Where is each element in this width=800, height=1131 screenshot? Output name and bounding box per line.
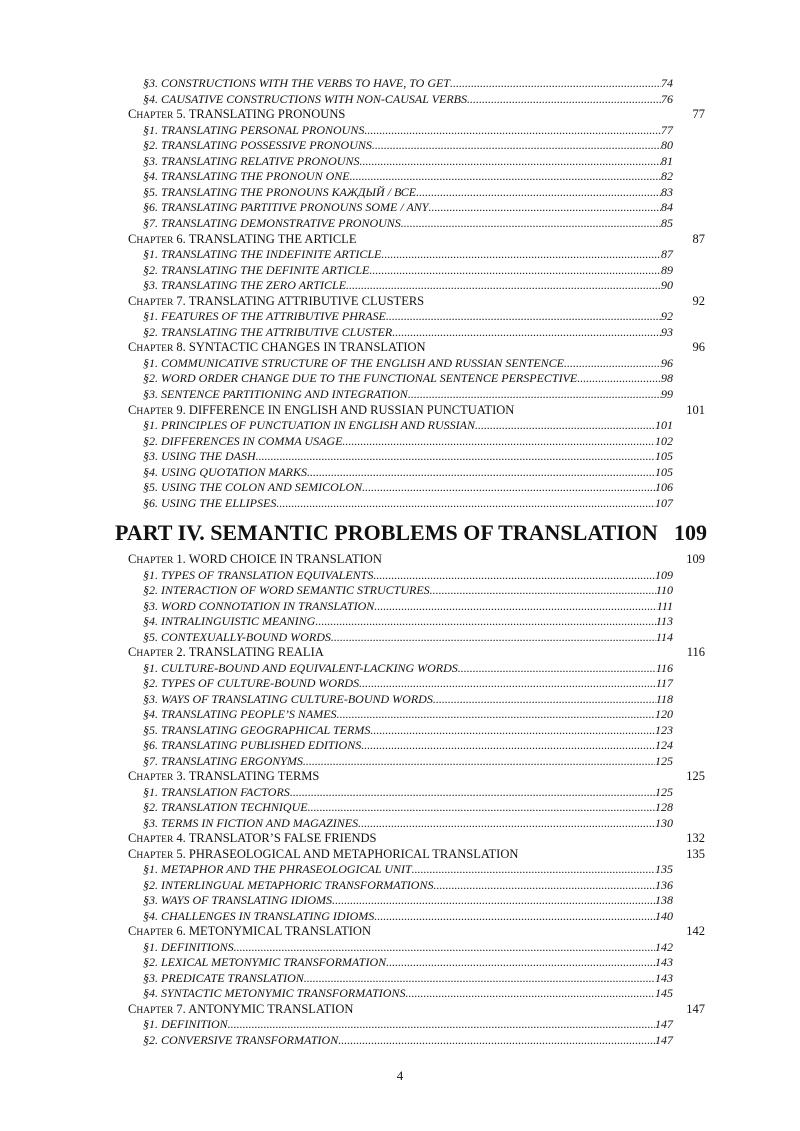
chapter-smallcaps: HAPTER: [136, 235, 174, 246]
dot-leader: [307, 465, 655, 480]
toc-section-entry: [143, 418, 673, 433]
section-title: §1. FEATURES OF THE ATTRIBUTIVE PHRASE: [143, 309, 386, 324]
dot-leader: [577, 371, 661, 386]
section-title: §1. TRANSLATING THE INDEFINITE ARTICLE: [143, 247, 382, 262]
section-title: §3. WORD CONNOTATION IN TRANSLATION: [143, 598, 375, 613]
chapter-title: 1. WORD CHOICE IN TRANSLATION: [173, 552, 382, 566]
toc-section-entry: [143, 480, 673, 495]
toc-section-entry: [143, 599, 673, 614]
section-page-number: 87: [661, 247, 673, 262]
toc-chapter-entry: [128, 1002, 353, 1017]
dot-leader: [362, 480, 655, 495]
chapter-page-number: 109: [686, 552, 705, 566]
dot-leader: [381, 247, 661, 262]
section-page-number: 85: [661, 215, 673, 230]
toc-section-entry: [143, 356, 673, 371]
toc-section-entry: [143, 862, 673, 877]
toc-section-entry: [143, 449, 673, 464]
toc-chapter-entry: [128, 403, 514, 418]
toc-section-entry: [143, 434, 673, 449]
dot-leader: [234, 940, 655, 955]
toc-section-entry: [143, 465, 673, 480]
chapter-smallcaps: HAPTER: [136, 1005, 174, 1016]
section-page-number: 124: [655, 738, 673, 752]
section-title: §3. TRANSLATING THE ZERO ARTICLE: [143, 278, 347, 293]
chapter-title: 8. SYNTACTIC CHANGES IN TRANSLATION: [173, 340, 426, 355]
section-page-number: 117: [655, 676, 673, 690]
section-page-number: 136: [655, 877, 673, 892]
dot-leader: [359, 154, 661, 169]
dot-leader: [228, 1017, 655, 1032]
chapter-page-number: 135: [686, 846, 705, 861]
dot-leader: [386, 955, 655, 970]
dot-leader: [372, 138, 661, 153]
toc-section-entry: [143, 568, 673, 583]
dot-leader: [405, 986, 655, 1001]
toc-section-entry: [143, 200, 673, 215]
section-title: §1. DEFINITIONS: [143, 939, 234, 954]
section-title: §1. TRANSLATING PERSONAL PRONOUNS: [143, 122, 365, 137]
chapter-smallcaps: HAPTER: [136, 297, 174, 308]
toc-section-entry: [143, 185, 673, 200]
section-title: §2. TRANSLATING THE ATTRIBUTIVE CLUSTER: [143, 324, 393, 339]
section-page-number: 106: [655, 480, 673, 495]
toc-section-entry: [143, 169, 673, 184]
section-page-number: 125: [655, 753, 673, 768]
chapter-smallcaps: HAPTER: [136, 556, 174, 566]
section-title: §2. TRANSLATING THE DEFINITE ARTICLE: [143, 262, 370, 277]
toc-chapter-entry: [128, 831, 376, 846]
section-title: §4. TRANSLATING THE PRONOUN ONE: [143, 169, 350, 184]
section-title: §3. WAYS OF TRANSLATING CULTURE-BOUND WORDS: [143, 691, 433, 706]
chapter-cap: C: [128, 552, 137, 566]
toc-section-entry: [143, 630, 673, 645]
toc-section-entry: [143, 971, 673, 986]
section-title: §1. TYPES OF TRANSLATION EQUIVALENTS: [143, 567, 374, 582]
section-title: §5. TRANSLATING GEOGRAPHICAL TERMS: [143, 722, 371, 737]
section-title: §2. TRANSLATING POSSESSIVE PRONOUNS: [143, 138, 372, 153]
chapter-cap: C: [128, 231, 137, 246]
section-page-number: 111: [656, 598, 673, 613]
dot-leader: [358, 816, 655, 831]
section-page-number: 147: [655, 1032, 673, 1047]
section-page-number: 130: [655, 815, 673, 830]
toc-section-entry: [143, 661, 673, 676]
section-title: §6. USING THE ELLIPSES: [143, 495, 277, 510]
section-title: §2. CONVERSIVE TRANSFORMATION: [143, 1032, 339, 1047]
section-page-number: 138: [655, 893, 673, 907]
section-title: §4. INTRALINGUISTIC MEANING: [143, 614, 316, 628]
toc-section-entry: [143, 583, 673, 598]
section-page-number: 105: [655, 449, 673, 464]
dot-leader: [450, 76, 661, 91]
dot-leader: [374, 909, 655, 924]
dot-leader: [350, 169, 661, 184]
dot-leader: [386, 309, 661, 324]
toc-section-entry: [143, 955, 673, 970]
toc-section-entry: [143, 676, 673, 691]
section-page-number: 93: [661, 324, 673, 339]
toc-section-entry: [143, 692, 673, 707]
chapter-page-number: 96: [692, 340, 705, 355]
chapter-page-number: 132: [686, 831, 705, 845]
dot-leader: [315, 614, 656, 629]
section-page-number: 84: [661, 200, 673, 215]
chapter-title: 7. ANTONYMIC TRANSLATION: [173, 1001, 354, 1016]
chapter-smallcaps: HAPTER: [136, 773, 174, 783]
section-title: §5. USING THE COLON AND SEMICOLON: [143, 480, 363, 495]
toc-section-entry: [143, 707, 673, 722]
section-page-number: 98: [661, 371, 673, 386]
section-page-number: 107: [655, 495, 673, 510]
dot-leader: [392, 325, 661, 340]
chapter-title: 5. PHRASEOLOGICAL AND METAPHORICAL TRANSLATION: [173, 846, 519, 861]
toc-section-entry: [143, 909, 673, 924]
section-title: §1. DEFINITION: [143, 1017, 228, 1031]
section-page-number: 128: [655, 800, 673, 814]
chapter-smallcaps: HAPTER: [136, 850, 174, 861]
section-title: §4. CHALLENGES IN TRANSLATING IDIOMS: [143, 908, 375, 923]
part-title: PART IV. SEMANTIC PROBLEMS OF TRANSLATION: [115, 520, 658, 545]
chapter-cap: C: [128, 846, 137, 861]
section-page-number: 90: [661, 278, 673, 293]
toc-section-entry: [143, 723, 673, 738]
dot-leader: [408, 387, 661, 402]
dot-leader: [428, 200, 661, 215]
toc-section-entry: [143, 154, 673, 169]
section-page-number: 92: [661, 309, 673, 324]
section-page-number: 142: [655, 939, 673, 954]
toc-section-entry: [143, 216, 673, 231]
dot-leader: [430, 583, 656, 598]
dot-leader: [475, 418, 655, 433]
section-title: §7. TRANSLATING ERGONYMS: [143, 753, 303, 768]
section-page-number: 123: [655, 722, 673, 737]
toc-section-entry: [143, 893, 673, 908]
chapter-cap: C: [128, 769, 137, 783]
section-page-number: 118: [655, 691, 673, 706]
section-title: §3. SENTENCE PARTITIONING AND INTEGRATION: [143, 387, 408, 401]
dot-leader: [467, 92, 661, 107]
dot-leader: [369, 263, 661, 278]
chapter-page-number: 116: [686, 645, 705, 659]
toc-section-entry: [143, 92, 673, 107]
chapter-cap: C: [128, 924, 137, 938]
chapter-title: 9. DIFFERENCE IN ENGLISH AND RUSSIAN PUNCTUATION: [173, 402, 515, 417]
section-title: §4. CAUSATIVE CONSTRUCTIONS WITH NON-CAUSAL VERBS: [143, 91, 468, 106]
toc-chapter-entry: [128, 232, 356, 247]
dot-leader: [401, 216, 661, 231]
toc-section-entry: [143, 76, 673, 91]
chapter-title: 5. TRANSLATING PRONOUNS: [173, 107, 346, 122]
chapter-page-number: 92: [692, 293, 705, 308]
chapter-title: 3. TRANSLATING TERMS: [173, 769, 320, 783]
toc-section-entry: [143, 309, 673, 324]
section-page-number: 81: [661, 153, 673, 168]
section-title: §1. PRINCIPLES OF PUNCTUATION IN ENGLISH AND RUSSIAN: [143, 418, 476, 433]
section-page-number: 80: [661, 138, 673, 153]
section-title: §3. PREDICATE TRANSLATION: [143, 970, 304, 985]
part-page-number: 109: [674, 520, 707, 545]
dot-leader: [564, 356, 661, 371]
section-page-number: 120: [655, 707, 673, 721]
toc-section-entry: [143, 785, 673, 800]
section-title: §5. TRANSLATING THE PRONOUNS КАЖДЫЙ / ВСЕ: [143, 184, 417, 199]
chapter-title: 2. TRANSLATING REALIA: [173, 645, 324, 659]
section-page-number: 109: [655, 567, 673, 582]
chapter-page-number: 87: [692, 231, 705, 246]
section-page-number: 99: [661, 387, 673, 401]
chapter-page-number: 101: [686, 402, 705, 417]
dot-leader: [374, 599, 657, 614]
section-page-number: 125: [655, 784, 673, 799]
section-page-number: 113: [655, 614, 673, 628]
toc-section-entry: [143, 123, 673, 138]
chapter-smallcaps: HAPTER: [136, 928, 174, 938]
chapter-smallcaps: HAPTER: [136, 835, 174, 845]
section-page-number: 135: [655, 862, 673, 876]
dot-leader: [412, 862, 655, 877]
toc-section-entry: [143, 738, 673, 753]
section-title: §4. TRANSLATING PEOPLE’S NAMES: [143, 707, 337, 721]
section-title: §6. TRANSLATING PARTITIVE PRONOUNS SOME / ANY: [143, 200, 429, 215]
toc-section-entry: [143, 816, 673, 831]
section-page-number: 116: [655, 660, 673, 675]
section-title: §2. WORD ORDER CHANGE DUE TO THE FUNCTIONAL SENTENCE PERSPECTIVE: [143, 371, 578, 386]
section-title: §1. METAPHOR AND THE PHRASEOLOGICAL UNIT: [143, 862, 412, 876]
dot-leader: [416, 185, 661, 200]
chapter-title: 7. TRANSLATING ATTRIBUTIVE CLUSTERS: [173, 293, 425, 308]
chapter-cap: C: [128, 645, 137, 659]
chapter-smallcaps: HAPTER: [136, 649, 174, 659]
toc-section-entry: [143, 496, 673, 511]
dot-leader: [332, 893, 655, 908]
chapter-cap: C: [128, 1001, 137, 1016]
section-title: §5. CONTEXUALLY-BOUND WORDS: [143, 629, 331, 644]
section-title: §7. TRANSLATING DEMONSTRATIVE PRONOUNS: [143, 215, 401, 230]
chapter-cap: C: [128, 340, 137, 355]
dot-leader: [346, 278, 661, 293]
section-page-number: 77: [661, 122, 673, 137]
dot-leader: [331, 630, 656, 645]
section-page-number: 145: [655, 986, 673, 1000]
toc-chapter-entry: [128, 645, 324, 660]
section-page-number: 140: [655, 908, 673, 923]
toc-section-entry: [143, 278, 673, 293]
toc-section-entry: [143, 754, 673, 769]
toc-chapter-entry: [128, 847, 518, 862]
dot-leader: [361, 738, 655, 753]
toc-section-entry: [143, 325, 673, 340]
section-title: §2. TRANSLATION TECHNIQUE: [143, 800, 308, 814]
section-title: §6. TRANSLATING PUBLISHED EDITIONS: [143, 738, 362, 752]
dot-leader: [304, 971, 655, 986]
toc-section-entry: [143, 263, 673, 278]
section-page-number: 110: [655, 583, 673, 597]
chapter-cap: C: [128, 402, 137, 417]
dot-leader: [364, 123, 661, 138]
toc-section-entry: [143, 800, 673, 815]
dot-leader: [303, 754, 655, 769]
section-page-number: 89: [661, 262, 673, 277]
section-page-number: 105: [655, 464, 673, 479]
dot-leader: [308, 800, 655, 815]
section-page-number: 143: [655, 955, 673, 969]
section-page-number: 114: [655, 629, 673, 644]
section-title: §3. USING THE DASH: [143, 449, 256, 464]
toc-chapter-entry: [128, 107, 345, 122]
dot-leader: [370, 723, 655, 738]
toc-section-entry: [143, 614, 673, 629]
chapter-smallcaps: HAPTER: [136, 344, 174, 355]
section-page-number: 147: [655, 1017, 673, 1031]
chapter-title: 6. TRANSLATING THE ARTICLE: [173, 231, 357, 246]
chapter-cap: C: [128, 831, 137, 845]
dot-leader: [276, 496, 655, 511]
section-page-number: 74: [661, 76, 673, 90]
chapter-page-number: 77: [692, 107, 705, 122]
section-page-number: 82: [661, 169, 673, 184]
chapter-cap: C: [128, 107, 137, 122]
chapter-smallcaps: HAPTER: [136, 406, 174, 417]
chapter-page-number: 147: [686, 1001, 705, 1016]
toc-section-entry: [143, 387, 673, 402]
toc-section-entry: [143, 371, 673, 386]
section-title: §2. LEXICAL METONYMIC TRANSFORMATION: [143, 955, 387, 969]
toc-section-entry: [143, 878, 673, 893]
dot-leader: [342, 434, 655, 449]
section-page-number: 76: [661, 91, 673, 106]
toc-section-entry: [143, 940, 673, 955]
dot-leader: [359, 676, 656, 691]
toc-section-entry: [143, 986, 673, 1001]
dot-leader: [458, 661, 656, 676]
section-page-number: 143: [655, 970, 673, 985]
part-heading: [115, 519, 707, 547]
section-title: §2. TYPES OF CULTURE-BOUND WORDS: [143, 676, 360, 690]
section-title: §3. WAYS OF TRANSLATING IDIOMS: [143, 893, 333, 907]
section-page-number: 83: [661, 184, 673, 199]
toc-chapter-entry: [128, 924, 371, 939]
chapter-smallcaps: HAPTER: [136, 111, 174, 122]
page-number-footer: 4: [396, 1068, 404, 1083]
toc-chapter-entry: [128, 769, 319, 784]
section-page-number: 101: [655, 418, 673, 433]
toc-section-entry: [143, 1017, 673, 1032]
dot-leader: [373, 568, 655, 583]
section-title: §1. CULTURE-BOUND AND EQUIVALENT-LACKING WORDS: [143, 660, 458, 675]
section-title: §1. TRANSLATION FACTORS: [143, 784, 290, 799]
chapter-title: 4. TRANSLATOR’S FALSE FRIENDS: [173, 831, 377, 845]
toc-chapter-entry: [128, 294, 424, 309]
section-title: §3. CONSTRUCTIONS WITH THE VERBS TO HAVE, TO GET: [143, 76, 450, 90]
chapter-page-number: 142: [686, 924, 705, 938]
chapter-title: 6. METONYMICAL TRANSLATION: [173, 924, 371, 938]
dot-leader: [290, 785, 655, 800]
dot-leader: [338, 1033, 655, 1048]
dot-leader: [433, 878, 655, 893]
section-title: §2. INTERLINGUAL METAPHORIC TRANSFORMATIONS: [143, 877, 434, 892]
section-title: §3. TRANSLATING RELATIVE PRONOUNS: [143, 153, 360, 168]
section-title: §4. SYNTACTIC METONYMIC TRANSFORMATIONS: [143, 986, 406, 1000]
section-title: §2. DIFFERENCES IN COMMA USAGE: [143, 433, 343, 448]
dot-leader: [337, 707, 655, 722]
toc-section-entry: [143, 247, 673, 262]
section-title: §3. TERMS IN FICTION AND MAGAZINES: [143, 815, 359, 830]
section-title: §4. USING QUOTATION MARKS: [143, 464, 307, 479]
dot-leader: [256, 449, 655, 464]
section-title: §1. COMMUNICATIVE STRUCTURE OF THE ENGLISH AND RUSSIAN SENTENCE: [143, 355, 565, 370]
toc-chapter-entry: [128, 340, 426, 355]
section-page-number: 102: [655, 433, 673, 448]
toc-section-entry: [143, 138, 673, 153]
toc-section-entry: [143, 1033, 673, 1048]
section-title: §2. INTERACTION OF WORD SEMANTIC STRUCTURES: [143, 583, 430, 597]
section-page-number: 96: [661, 355, 673, 370]
dot-leader: [433, 692, 656, 707]
toc-chapter-entry: [128, 552, 382, 567]
chapter-cap: C: [128, 293, 137, 308]
chapter-page-number: 125: [686, 769, 705, 783]
